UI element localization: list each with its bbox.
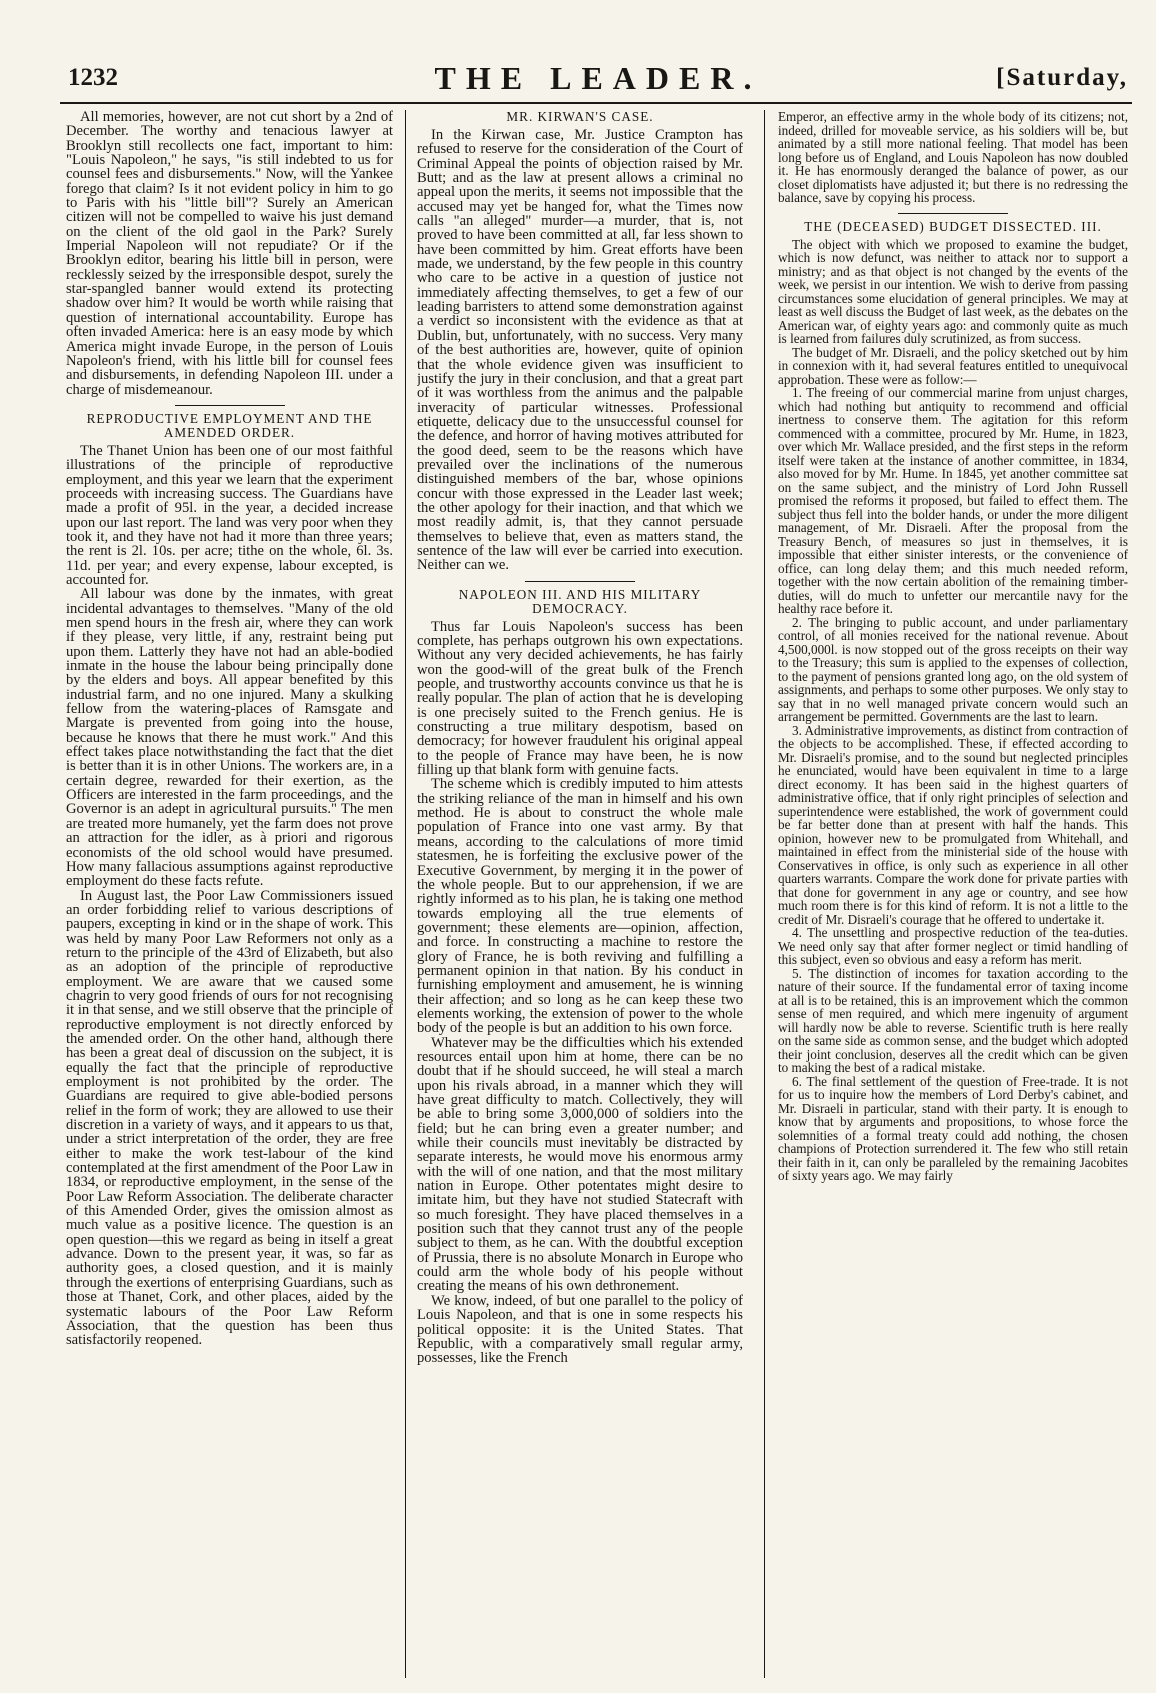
- paragraph: Whatever may be the difficulties which his extended resources entail upon him at home, there can be no doubt that if he should succeed, he will steal a march upon his rivals abroad, in a manner which they will have great difficulty to match. Collectively, they will be able to bring some 3,000,000 of soldiers into the field; but he can bring even a greater number; and while their councils must inevitably be distracted by separate interests, he would move his enormous army with the will of one nation, and that the most military nation in Europe. Other potentates might desire to imitate him, but they have not studied Statecraft with so much foresight. They have placed themselves in a position such that they cannot trust any of the people subject to them, as he can. With the doubtful exception of Prussia, there is no absolute Monarch in Europe who could arm the whole body of his people without creating the means of his own dethronement.: [417, 1034, 743, 1295]
- paragraph: All memories, however, are not cut short by a 2nd of December. The worthy and tenacious lawyer at Brooklyn still recollects one fact, important to him: "Louis Napoleon," he says, "is still indebted to us for counsel fees and disbursements." Now, will the Yankee forego that claim? Is it not evident policy in him to go to Paris with his "little bill"? Surely an American citizen will not be compelled to waive his just demand on the client of the old gaol in the Park? Surely Imperial Napoleon will not repudiate? Or if the Brooklyn editor, bearing his little bill in person, were recklessly seized by the irresponsible despot, surely the star-spangled banner would extend its protecting shadow over him? It would be worth while raising that question of international accountability. Europe has often invaded America: here is an easy mode by which America might invade Europe, in the person of Louis Napoleon's friend, with his little bill for counsel fees and disbursements, in defending Napoleon III. under a charge of misdemeanour.: [66, 110, 393, 398]
- paragraph: The Thanet Union has been one of our most faithful illustrations of the principle of reproductive employment, and this year we learn that the experiment proceeds with increasing success. The Guardians have made a profit of 95l. in the year, a decided increase upon our last report. The land was very poor when they took it, and they have not had it more than three years; the rent is 2l. 10s. per acre; tithe on the whole, 6l. 3s. 11d. per year; and every expense, labour excepted, is accounted for.: [66, 442, 393, 588]
- paragraph: 3. Administrative improvements, as distinct from contraction of the objects to be accomplished. These, if effected according to Mr. Disraeli's promise, and to the sound but neglected principles he enunciated, would have been equivalent in time to a large direct economy. It has been said in the highest quarters of administrative office, that if only right principles of selection and superintendence were established, the work of government could be far better done than at present with half the hands. This opinion, however new to be promulgated from Whitehall, and maintained in effect from the ministerial side of the house with Conservatives in office, is only such as experience in all other quarters warrants. Compare the work done for private parties with that done for government in any age or country, and see how much room there is for this kind of reform. It is not a little to the credit of Mr. Disraeli's courage that he offered to undertake it.: [778, 722, 1128, 927]
- paragraph: All labour was done by the inmates, with great incidental advantages to themselves. "Many of the old men spend hours in the fresh air, where they can work if they please, very little, if any, restraint being put upon them. Latterly they have not had an able-bodied inmate in the house the labour being principally done by the elders and boys. All appear benefited by this industrial farm, and no one injured. Many a skulking fellow from the watering-places of Ramsgate and Margate is prevented from going into the house, because he knows that there he must work." And this effect takes place notwithstanding the fact that the diet is better than it is in other Unions. The workers are, in a certain degree, rewarded for their exertion, as the Officers are interested in the farm proceedings, and the Governor is an adept in agricultural pursuits." The men are treated more humanely, yet the farm does not prove an attraction for the idler, as à priori and rigorous economists of the old school would have presumed. How many fallacious assumptions against reproductive employment do these facts refute.: [66, 586, 393, 890]
- paragraph: 5. The distinction of incomes for taxation according to the nature of their source. If the fundamental error of taxing income at all is to be retained, this is an improvement which the common sense of men required, and which mere ingenuity of argument will hardly now be able to reverse. Scientific truth is here really on the same side as common sense, and the budget which adopted their joint conclusion, deserves all the credit which can be given to making the best of a radical mistake.: [778, 965, 1128, 1075]
- paragraph: The object with which we proposed to examine the budget, which is now defunct, was neither to attack nor to support a ministry; and as that object is not changed by the events of the week, we persist in our intention. We wish to derive from passing circumstances some elucidation of general principles. We may at least as well discuss the Budget of last week, as the debates on the American war, of eighty years ago: and commonly quite as much is learned from failures duly scrutinized, as from success.: [778, 236, 1128, 346]
- paragraph: 6. The final settlement of the question of Free-trade. It is not for us to inquire how the members of Lord Derby's cabinet, and Mr. Disraeli in particular, stand with their party. It is enough to know that by arguments and propositions, to whose force the solemnities of a formal treaty could add nothing, the chosen champions of Protection surrendered it. The few who still retain their faith in it, can only be paralleled by the remaining Jacobites of sixty years ago. We may fairly: [778, 1073, 1128, 1183]
- paragraph: 1. The freeing of our commercial marine from unjust charges, which had nothing but antiquity to recommend and official inertness to conserve them. The agitation for this reform commenced with a committee, procured by Mr. Hume, in 1823, over which Mr. Wallace presided, and the first steps in the reform itself were taken at the instance of another committee, in 1834, also moved for by Mr. Hume. In 1845, yet another committee sat on the same subject, and the ministry of Lord John Russell promised the reforms it proposed, but failed to effect them. The subject thus fell into the bolder hands, or under the more diligent management, of Mr. Disraeli. After the proposal from the Treasury Bench, of measures so just in themselves, it is impossible that either sinister interests, or the convenience of office, can long delay them; and this much needed reform, together with the now certain abolition of the remaining timber-duties, will do much to unfetter our mercantile navy for the healthy race before it.: [778, 385, 1128, 616]
- page-number: 1232: [68, 64, 118, 91]
- issue-day: [Saturday,: [996, 64, 1128, 91]
- paragraph: Emperor, an effective army in the whole body of its citizens; not, indeed, drilled for moveable service, as his soldiers will be, but animated by a still more national feeling. That model has been long before us of England, and Louis Napoleon has now doubled it. He has enormously deranged the balance of power, as our closet diplomatists have adjusted it; but there is no redressing the balance, save by copying his process.: [778, 110, 1128, 205]
- section-divider: [175, 405, 285, 406]
- paragraph: In August last, the Poor Law Commissioners issued an order forbidding relief to various descriptions of paupers, excepting in kind or in the shape of work. This was held by many Poor Law Reformers not only as a return to the principle of the 43rd of Elizabeth, but also as an adoption of the principle of reproductive employment. We are aware that we caused some chagrin to very good friends of ours for not recognising it in that sense, and we still observe that the principle of reproductive employment is not directly enforced by the amended order. On the other hand, although there has been a great deal of discussion on the subject, it is equally the fact that the principle of reproductive employment is not prohibited by the order. The Guardians are required to give able-bodied persons relief in the form of work; they are allowed to use their discretion in a variety of ways, and it appears to us that, under a strict interpretation of the order, they are free either to make the work test-labour of the kind contemplated at the first amendment of the Poor Law in 1834, or reproductive employment, in the sense of the Poor Law Reform Association. The deliberate character of this Amended Order, gives the omission almost as much value as a positive licence. The question is an open question—this we regard as being in itself a great advance. Down to the present year, it was, so far as authority goes, a closed question, and it is mainly through the exertions of enterprising Guardians, such as those at Thanet, Cork, and other places, aided by the systematic labours of the Poor Law Reform Association, that the question has been thus satisfactorily reopened.: [66, 887, 393, 1349]
- paragraph: The budget of Mr. Disraeli, and the policy sketched out by him in connexion with it, had several features entitled to unequivocal approbation. These were as follow:—: [778, 344, 1128, 387]
- article-heading: REPRODUCTIVE EMPLOYMENT AND THE AMENDED ORDER.: [86, 410, 373, 440]
- paper-title: THE LEADER.: [434, 60, 762, 96]
- paragraph: In the Kirwan case, Mr. Justice Crampton has refused to reserve for the consideration of the Court of Criminal Appeal the points of objection raised by Mr. Butt; and as the law at present allows a criminal no appeal upon the merits, it seems not impossible that the accused may yet be hanged for, what the Times now calls "an alleged" murder—a murder, that is, not proved to have been committed at all, far less shown to have been committed by him. Great efforts have been made, we understand, by the few people in this country who care to be active in a question of justice not immediately affecting themselves, to get a few of our leading barristers to attend some demonstration against a verdict so inconsistent with the evidence as that at Dublin, but, unfortunately, with no success. Very many of the best authorities are, however, quite of opinion that the whole evidence given was insufficient to justify the jury in their conclusion, and that a great part of it was worthless from the animus and the palpable inveracity of particular witnesses. Professional etiquette, delicacy due to the unsuccessful counsel for the defence, and horror of having motives attributed for the good deed, seem to be the reasons which have prevailed over the inclinations of the numerous distinguished members of the bar, whose opinions concur with those expressed in the Leader last week; the other apology for their inaction, and that which we most readily admit, is, that they cannot persuade themselves to believe that, even as matters stand, the sentence of the law will ever be carried into execution. Neither can we.: [417, 127, 743, 574]
- column-3: [778, 110, 1128, 1680]
- column-rule: [764, 110, 765, 1678]
- column-1: [66, 110, 393, 1680]
- section-divider: [898, 213, 1008, 214]
- column-rule: [405, 110, 406, 1678]
- masthead: [68, 60, 1128, 102]
- article-heading: THE (DECEASED) BUDGET DISSECTED. III.: [804, 218, 1102, 234]
- column-2: [417, 110, 743, 1680]
- article-heading: NAPOLEON III. AND HIS MILITARY DEMOCRACY.: [458, 586, 702, 616]
- paragraph: 4. The unsettling and prospective reduction of the tea-duties. We need only say that after former neglect or timid handling of this subject, even so obvious and easy a reform has merit.: [778, 925, 1128, 967]
- masthead-rule: [60, 102, 1132, 104]
- paragraph: We know, indeed, of but one parallel to the policy of Louis Napoleon, and that is one in some respects his political opposite: it is the United States. That Republic, with a comparatively small regular army, possesses, like the French: [417, 1292, 743, 1367]
- paragraph: Thus far Louis Napoleon's success has been complete, has perhaps outgrown his own expectations. Without any very decided achievements, he has fairly won the good-will of the great bulk of the French people, and trustworthy accounts convince us that he is really popular. The plan of action that he is developing is one precisely suited to the French genius. He is constructing a true military despotism, based on democracy; for however fraudulent his original appeal to the people of France may have been, he is now filling up that blank form with genuine facts.: [417, 618, 743, 779]
- section-divider: [525, 581, 635, 582]
- article-heading: MR. KIRWAN'S CASE.: [506, 110, 654, 124]
- paragraph: The scheme which is credibly imputed to him attests the striking reliance of the man in himself and his own method. He is about to construct the whole male population of France into one vast army. By that means, according to the calculations of more timid statesmen, he is forfeiting the exclusive power of the Executive Government, by merging it in the power of the whole people. But to our apprehension, if we are rightly informed as to his plan, he is taking one method towards employing all the true elements of government; these elements are—opinion, affection, and force. In constructing a machine to restore the glory of France, he is both reviving and fulfilling a permanent opinion in that nation. By his conduct in furnishing employment and amusement, he is winning their affection; and so long as he can keep these two elements working, the extension of power to the whole body of the people is but an addition to his own force.: [417, 776, 743, 1037]
- paragraph: 2. The bringing to public account, and under parliamentary control, of all monies received for the national revenue. About 4,500,000l. is now stopped out of the gross receipts on their way to the Treasury; this sum is applied to the expenses of collection, to the payment of pensions granted long ago, on the old system of assignments, and perhaps to some other purposes. We only stay to say that in no well managed private concern would such an arrangement be permitted. Governments are the last to learn.: [778, 614, 1128, 724]
